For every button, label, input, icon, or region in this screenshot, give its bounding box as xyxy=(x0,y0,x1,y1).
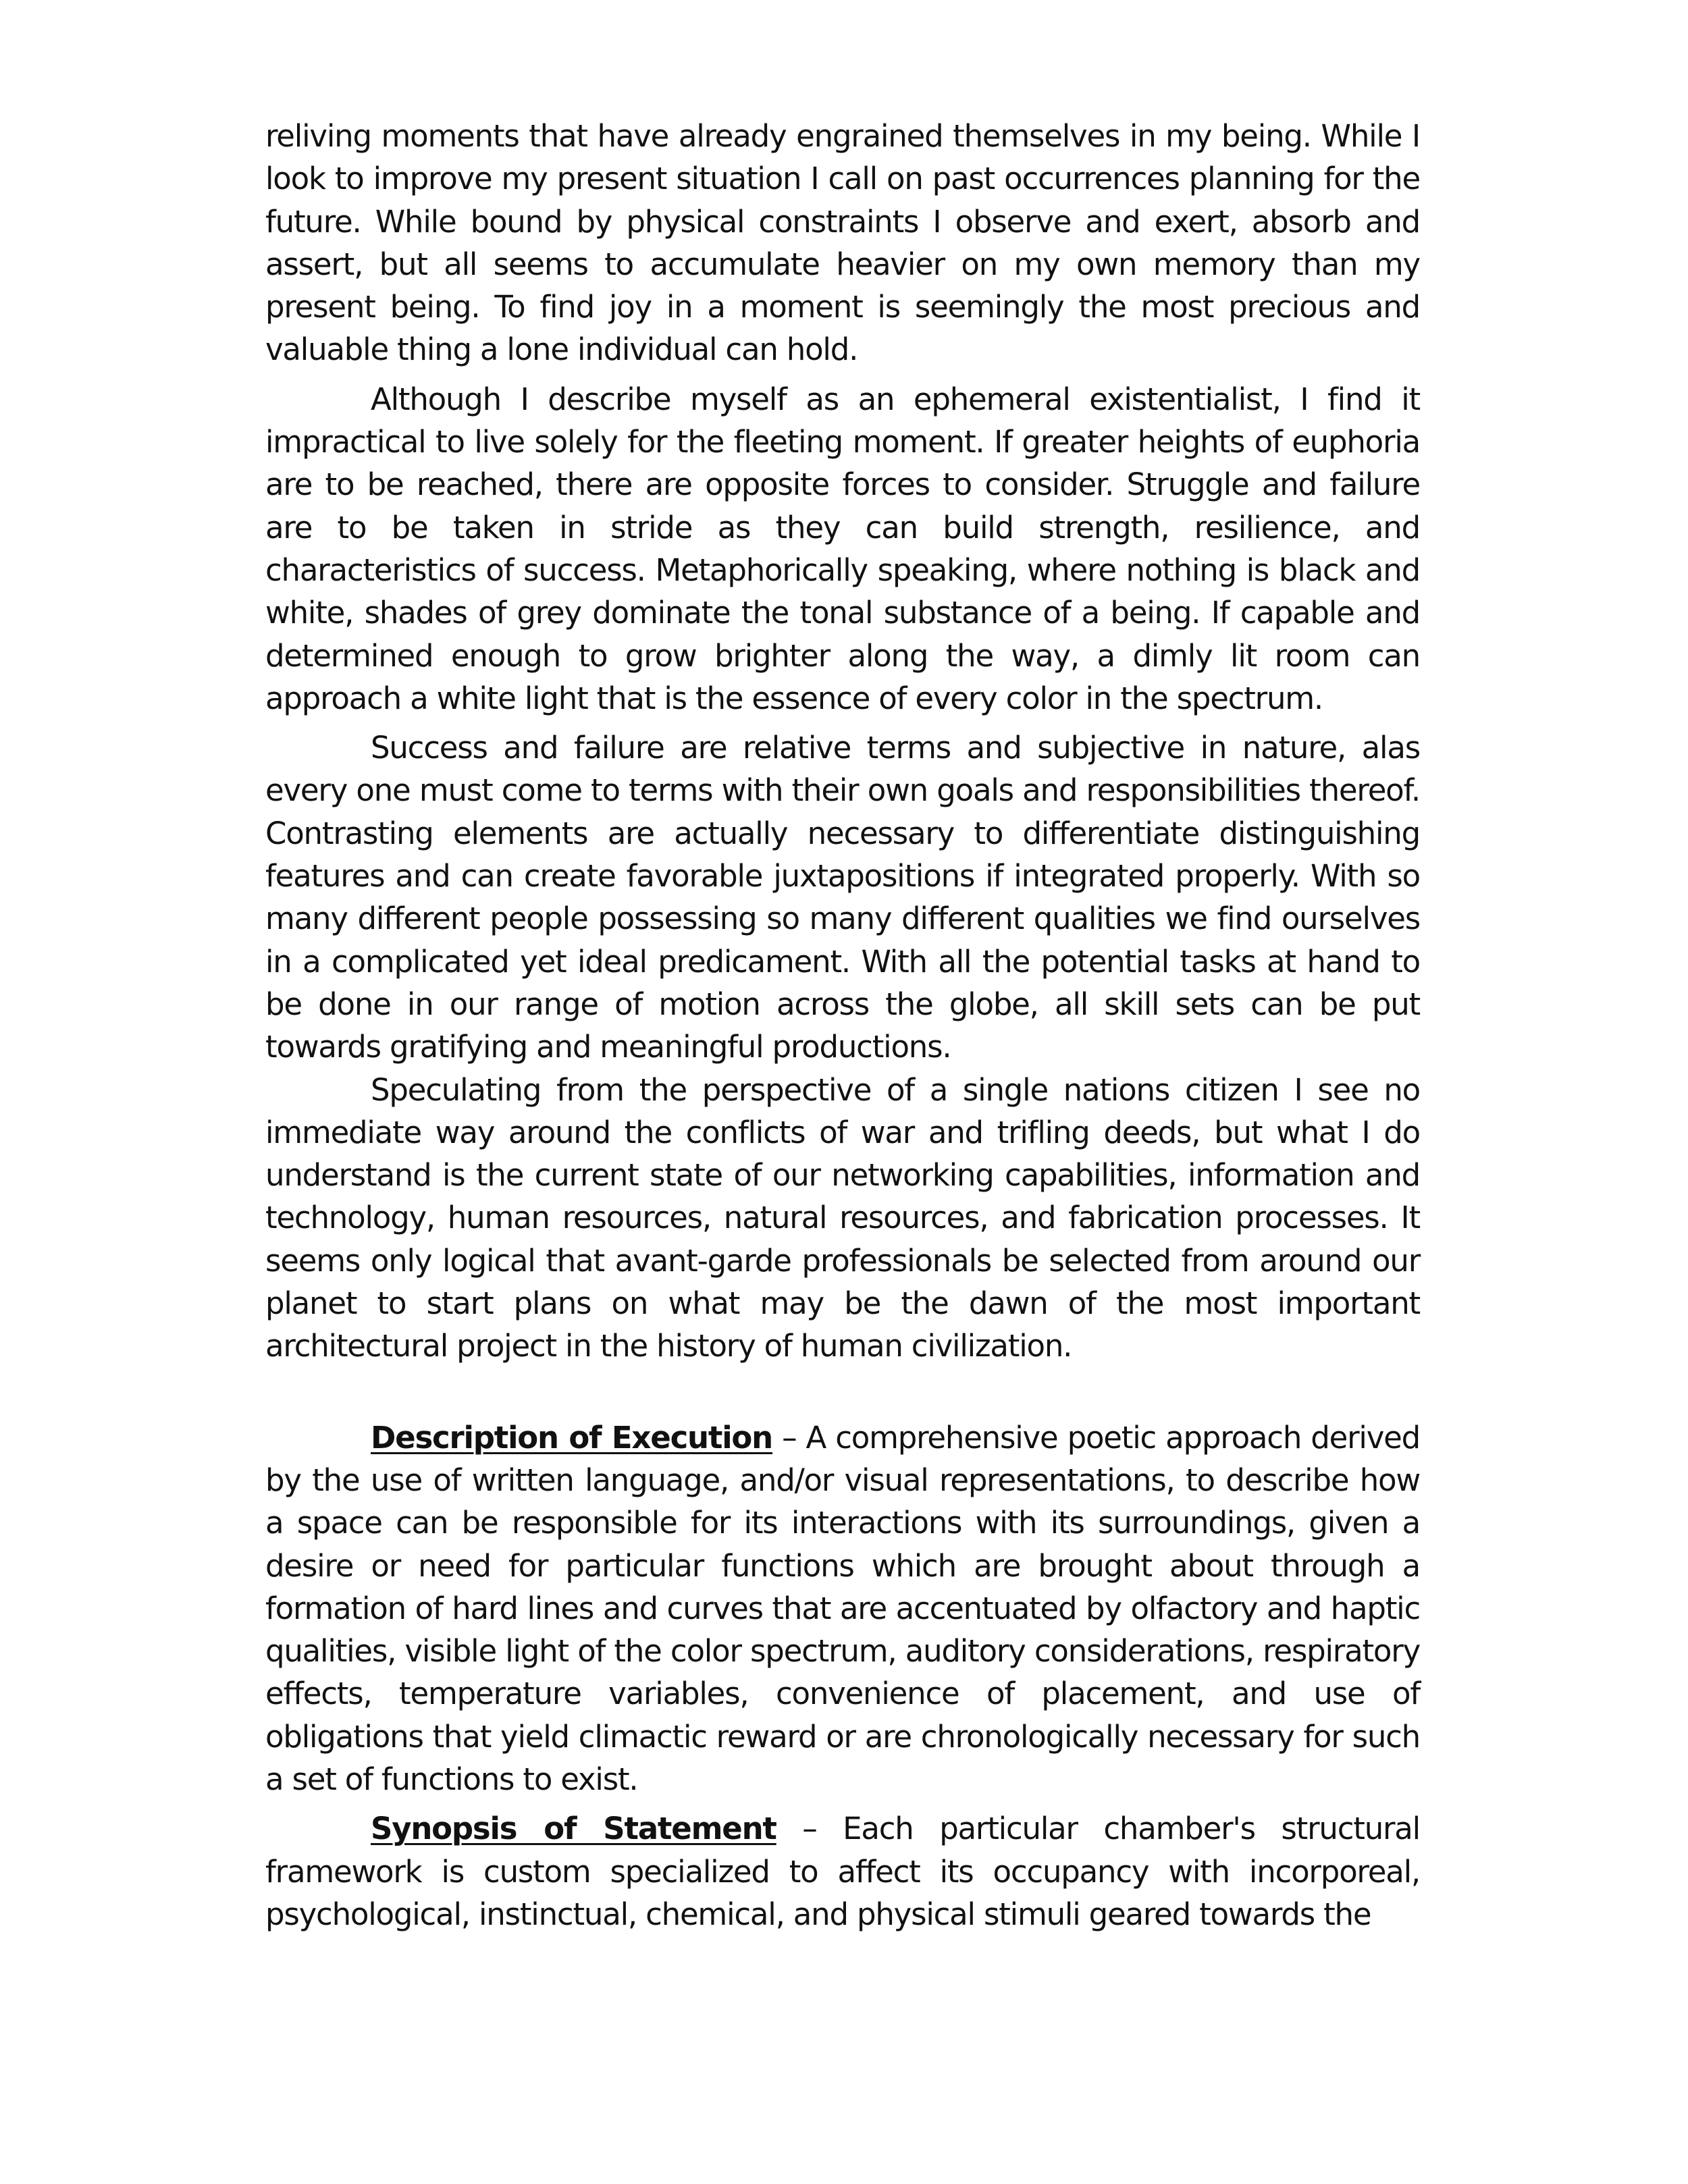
heading-description-of-execution: Description of Execution xyxy=(371,1419,772,1456)
paragraph-speculating: Speculating from the perspective of a single nations citizen I see no immediate way around the conflicts of war and trifling deeds, but what I do understand is the current state of our networking capabilities, information and technology, human resources, natural resources, and fabrication processes. It seems only logical that avant-garde professionals be selected from around our planet to start plans on what may be the dawn of the most important architectural project in the history of human civilization. xyxy=(265,1071,1420,1364)
paragraph-success-and-failure: Success and failure are relative terms and subjective in nature, alas every one must come to terms with their own goals and responsibilities thereof. Contrasting elements are actually necessary to differentiate distinguishing features and can create favorable juxtapositions if integrated properly. With so many different people possessing so many different qualities we find ourselves in a complicated yet ideal predicament. With all the potential tasks at hand to be done in our range of motion across the globe, all skill sets can be put towards gratifying and meaningful productions. xyxy=(265,730,1420,1065)
heading-synopsis-of-statement: Synopsis of Statement xyxy=(371,1811,776,1847)
section-synopsis-of-statement xyxy=(265,1807,1420,1936)
paragraph-reliving-moments: reliving moments that have already engrained themselves in my being. While I look to improve my present situation I call on past occurrences planning for the future. While bound by physical constraints I observe and exert, absorb and assert, but all seems to accumulate heavier on my own memory than my present being. To find joy in a moment is seemingly the most precious and valuable thing a lone individual can hold. xyxy=(265,118,1420,368)
section-description-of-execution xyxy=(265,1416,1420,1801)
synopsis-of-statement-text: – Each particular chamber's structural framework is custom specialized to affect its occupancy with incorporeal, psychological, instinctual, chemical, and physical stimuli geared towards the xyxy=(265,1811,1420,1932)
description-of-execution-text: – A comprehensive poetic approach derived by the use of written language, and/or visual representations, to describe how a space can be responsible for its interactions with its surroundings, given a desire or need for particular functions which are brought about through a formation of hard lines and curves that are accentuated by olfactory and haptic qualities, visible light of the color spectrum, auditory considerations, respiratory effects, temperature variables, convenience of placement, and use of obligations that yield climactic reward or are chronologically necessary for such a set of functions to exist. xyxy=(265,1419,1420,1797)
paragraph-ephemeral-existentialist: Although I describe myself as an ephemeral existentialist, I find it impractical to live solely for the fleeting moment. If greater heights of euphoria are to be reached, there are opposite forces to consider. Struggle and failure are to be taken in stride as they can build strength, resilience, and characteristics of success. Metaphorically speaking, where nothing is black and white, shades of grey dominate the tonal substance of a being. If capable and determined enough to grow brighter along the way, a dimly lit room can approach a white light that is the essence of every color in the spectrum. xyxy=(265,381,1420,716)
document-page xyxy=(265,115,1420,1936)
